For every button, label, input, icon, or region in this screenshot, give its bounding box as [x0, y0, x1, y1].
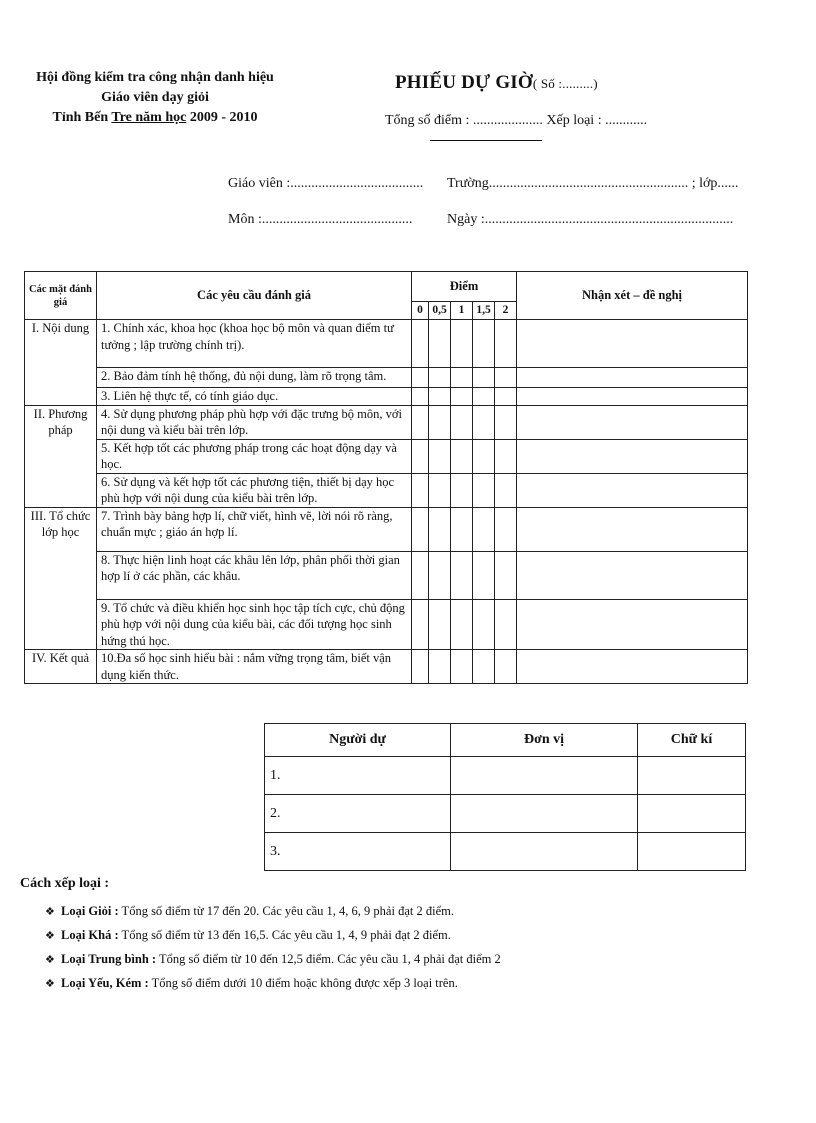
ranking-text: Tổng số điểm từ 13 đến 16,5. Các yêu cầu 1, 4, 9 phải đạt 2 điểm.	[118, 928, 451, 942]
requirement-cell: 2. Bảo đảm tính hệ thống, đủ nội dung, làm rõ trọng tâm.	[97, 368, 412, 388]
ranking-text: Tổng số điểm từ 17 đến 20. Các yêu cầu 1, 4, 6, 9 phải đạt 2 điểm.	[118, 904, 454, 918]
score-cell[interactable]	[429, 599, 451, 650]
requirements-header: Các yêu cầu đánh giá	[97, 272, 412, 320]
score-cell[interactable]	[429, 320, 451, 368]
comment-cell[interactable]	[517, 439, 748, 473]
score-cell[interactable]	[429, 473, 451, 507]
score-cell[interactable]	[451, 551, 473, 599]
ranking-title: Cách xếp loại :	[20, 876, 110, 891]
ranking-label: Loại Trung bình :	[61, 952, 157, 966]
score-cell[interactable]	[429, 650, 451, 684]
title-number: ( Số :.........)	[532, 76, 598, 91]
score-cell[interactable]	[495, 551, 517, 599]
score-cell[interactable]	[495, 507, 517, 551]
score-cell[interactable]	[473, 388, 495, 406]
score-cell[interactable]	[495, 439, 517, 473]
score-cell[interactable]	[495, 473, 517, 507]
score-cell[interactable]	[451, 650, 473, 684]
council-header	[20, 68, 290, 128]
ranking-list	[45, 900, 501, 996]
score-cell[interactable]	[429, 405, 451, 439]
score-cell[interactable]	[473, 551, 495, 599]
total-score-line: Tổng số điểm : .................... Xếp loại : ............	[385, 113, 648, 128]
subject-field[interactable]: Môn :...........................................	[228, 212, 413, 227]
date-field[interactable]: Ngày :.......................................................................	[447, 212, 734, 227]
signature-header: Chữ kí	[638, 724, 746, 757]
score-level-0: 0	[412, 302, 429, 320]
title-divider	[430, 140, 542, 141]
ranking-item	[45, 900, 501, 924]
observer-unit-cell[interactable]	[451, 757, 638, 795]
title-text: PHIẾU DỰ GIỜ	[395, 72, 533, 93]
observer-name-cell[interactable]: 3.	[265, 833, 451, 871]
criteria-row	[25, 388, 748, 406]
score-cell[interactable]	[473, 507, 495, 551]
criteria-row	[25, 368, 748, 388]
score-cell[interactable]	[412, 368, 429, 388]
school-field[interactable]: Trường......................................................... ; lớp......	[447, 176, 739, 191]
criteria-row	[25, 320, 748, 368]
ranking-text: Tổng số điểm dưới 10 điểm hoặc không được xếp 3 loại trên.	[148, 976, 458, 990]
diamond-bullet-icon: ❖	[45, 954, 55, 966]
council-line-3-underlined: Tre năm học	[111, 110, 187, 125]
score-cell[interactable]	[495, 320, 517, 368]
score-cell[interactable]	[473, 320, 495, 368]
score-cell[interactable]	[451, 405, 473, 439]
score-level-1-5: 1,5	[473, 302, 495, 320]
score-cell[interactable]	[495, 388, 517, 406]
score-cell[interactable]	[412, 388, 429, 406]
comment-cell[interactable]	[517, 368, 748, 388]
score-cell[interactable]	[429, 551, 451, 599]
score-cell[interactable]	[495, 405, 517, 439]
score-cell[interactable]	[495, 368, 517, 388]
score-cell[interactable]	[412, 551, 429, 599]
comment-cell[interactable]	[517, 650, 748, 684]
score-cell[interactable]	[412, 473, 429, 507]
score-cell[interactable]	[495, 650, 517, 684]
diamond-bullet-icon: ❖	[45, 930, 55, 942]
score-cell[interactable]	[451, 599, 473, 650]
council-line-2: Giáo viên dạy giỏi	[101, 90, 209, 105]
comments-header: Nhận xét – đề nghị	[517, 272, 748, 320]
score-cell[interactable]	[412, 405, 429, 439]
observer-row	[265, 833, 746, 871]
score-cell[interactable]	[429, 507, 451, 551]
score-cell[interactable]	[451, 439, 473, 473]
requirement-cell: 9. Tổ chức và điều khiển học sinh học tập tích cực, chủ động phù hợp với nội dung của kiểu bài, các đối tượng học sinh hứng thú học.	[97, 599, 412, 650]
criteria-row	[25, 473, 748, 507]
score-cell[interactable]	[473, 439, 495, 473]
ranking-item	[45, 972, 501, 996]
observer-signature-cell[interactable]	[638, 833, 746, 871]
requirement-cell: 8. Thực hiện linh hoạt các khâu lên lớp, phân phối thời gian hợp lí ở các phần, các khâu.	[97, 551, 412, 599]
observer-unit-cell[interactable]	[451, 833, 638, 871]
observers-table	[264, 723, 746, 871]
unit-header: Đơn vị	[451, 724, 638, 757]
score-cell[interactable]	[473, 650, 495, 684]
observers-header-row	[265, 724, 746, 757]
score-cell[interactable]	[495, 599, 517, 650]
observer-name-cell[interactable]: 1.	[265, 757, 451, 795]
score-cell[interactable]	[412, 650, 429, 684]
ranking-text: Tổng số điểm từ 10 đến 12,5 điểm. Các yêu cầu 1, 4 phải đạt điểm 2	[156, 952, 501, 966]
comment-cell[interactable]	[517, 507, 748, 551]
ranking-item	[45, 948, 501, 972]
score-cell[interactable]	[412, 507, 429, 551]
comment-cell[interactable]	[517, 599, 748, 650]
score-cell[interactable]	[429, 388, 451, 406]
criteria-row	[25, 507, 748, 551]
requirement-cell: 5. Kết hợp tốt các phương pháp trong các hoạt động dạy và học.	[97, 439, 412, 473]
score-cell[interactable]	[412, 599, 429, 650]
comment-cell[interactable]	[517, 473, 748, 507]
score-cell[interactable]	[473, 405, 495, 439]
category-cell: II. Phương pháp	[25, 405, 97, 507]
score-cell[interactable]	[473, 599, 495, 650]
score-cell[interactable]	[412, 439, 429, 473]
requirement-cell: 3. Liên hệ thực tế, có tính giáo dục.	[97, 388, 412, 406]
score-level-0-5: 0,5	[429, 302, 451, 320]
score-cell[interactable]	[473, 368, 495, 388]
requirement-cell: 10.Đa số học sinh hiểu bài : nắm vững trọng tâm, biết vận dụng kiến thức.	[97, 650, 412, 684]
comment-cell[interactable]	[517, 388, 748, 406]
observer-signature-cell[interactable]	[638, 795, 746, 833]
criteria-row	[25, 599, 748, 650]
council-line-3-pre: Tỉnh Bến	[52, 110, 112, 125]
observer-row	[265, 757, 746, 795]
score-cell[interactable]	[451, 507, 473, 551]
requirement-cell: 7. Trình bày bảng hợp lí, chữ viết, hình vẽ, lời nói rõ ràng, chuẩn mực ; giáo án hợp lí.	[97, 507, 412, 551]
observer-name-cell[interactable]: 2.	[265, 795, 451, 833]
score-cell[interactable]	[451, 473, 473, 507]
criteria-row	[25, 551, 748, 599]
score-cell[interactable]	[429, 368, 451, 388]
ranking-item	[45, 924, 501, 948]
council-line-1: Hội đồng kiểm tra công nhận danh hiệu	[36, 70, 274, 85]
score-level-1: 1	[451, 302, 473, 320]
score-cell[interactable]	[473, 473, 495, 507]
comment-cell[interactable]	[517, 405, 748, 439]
teacher-field[interactable]: Giáo viên :......................................	[228, 176, 424, 191]
observer-row	[265, 795, 746, 833]
score-cell[interactable]	[451, 320, 473, 368]
comment-cell[interactable]	[517, 551, 748, 599]
ranking-label: Loại Khá :	[61, 928, 119, 942]
page-title	[395, 72, 598, 94]
evaluation-table	[24, 271, 748, 684]
requirement-cell: 1. Chính xác, khoa học (khoa học bộ môn và quan điểm tư tưởng ; lập trường chính trị).	[97, 320, 412, 368]
score-header: Điểm	[412, 272, 517, 302]
diamond-bullet-icon: ❖	[45, 906, 55, 918]
score-cell[interactable]	[412, 320, 429, 368]
council-line-3	[20, 108, 290, 128]
criteria-row	[25, 439, 748, 473]
council-line-3-post: 2009 - 2010	[186, 110, 258, 125]
ranking-label: Loại Yếu, Kém :	[61, 976, 149, 990]
score-level-2: 2	[495, 302, 517, 320]
score-cell[interactable]	[451, 388, 473, 406]
observer-signature-cell[interactable]	[638, 757, 746, 795]
requirement-cell: 4. Sử dụng phương pháp phù hợp với đặc trưng bộ môn, với nội dung và kiểu bài trên lớp.	[97, 405, 412, 439]
header-row	[25, 272, 748, 302]
ranking-label: Loại Giỏi :	[61, 904, 119, 918]
category-header: Các mặt đánh giá	[25, 272, 97, 320]
requirement-cell: 6. Sử dụng và kết hợp tốt các phương tiện, thiết bị dạy học phù hợp với nội dung của kiểu bài trên lớp.	[97, 473, 412, 507]
diamond-bullet-icon: ❖	[45, 978, 55, 990]
criteria-row	[25, 405, 748, 439]
criteria-row	[25, 650, 748, 684]
category-cell: III. Tổ chức lớp học	[25, 507, 97, 650]
score-cell[interactable]	[429, 439, 451, 473]
comment-cell[interactable]	[517, 320, 748, 368]
category-cell: I. Nội dung	[25, 320, 97, 406]
observer-header: Người dự	[265, 724, 451, 757]
observer-unit-cell[interactable]	[451, 795, 638, 833]
score-cell[interactable]	[451, 368, 473, 388]
category-cell: IV. Kết quả	[25, 650, 97, 684]
